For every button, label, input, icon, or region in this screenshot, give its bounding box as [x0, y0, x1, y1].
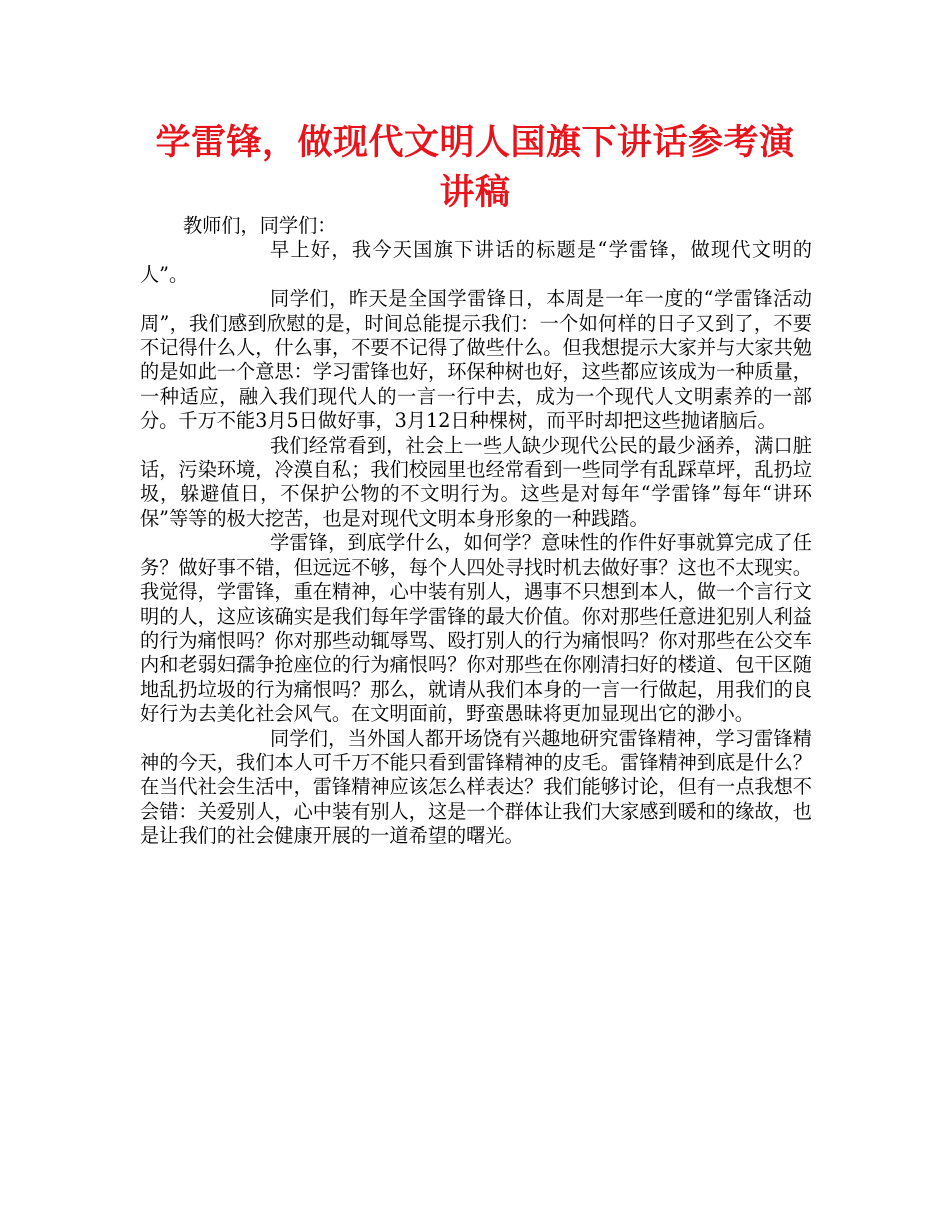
paragraph-conclusion: 同学们，当外国人都开场饶有兴趣地研究雷锋精神，学习雷锋精神的今天，我们本人可千万不能只看到雷锋精神的皮毛。雷锋精神到底是什么？在当代社会生活中，雷锋精神应该怎么样表达？我们能够讨论，但有一点我想不会错：关爱别人，心中装有别人，这是一个群体让我们大家感到暖和的缘故，也是让我们的社会健康开展的一道希望的曙光。 — [140, 726, 812, 848]
paragraph-greeting: 早上好，我今天国旗下讲话的标题是“学雷锋，做现代文明的人”。 — [140, 238, 812, 286]
salutation: 教师们，同学们： — [183, 214, 337, 237]
paragraph-how-to-learn: 学雷锋，到底学什么，如何学？意味性的作件好事就算完成了任务？做好事不错，但远远不够，每个人四处寻找时机去做好事？这也不太现实。我觉得，学雷锋，重在精神，心中装有别人，遇事不只想到本人，做一个言行文明的人，这应该确实是我们每年学雷锋的最大价值。你对那些任意进犯别人利益的行为痛恨吗？你对那些动辄辱骂、殴打别人的行为痛恨吗？你对那些在公交车内和老弱妇孺争抢座位的行为痛恨吗？你对那些在你刚清扫好的楼道、包干区随地乱扔垃圾的行为痛恨吗？那么，就请从我们本身的一言一行做起，用我们的良好行为去美化社会风气。在文明面前，野蛮愚昧将更加显现出它的渺小。 — [140, 531, 812, 726]
paragraph-lei-feng-week: 同学们，昨天是全国学雷锋日，本周是一年一度的“学雷锋活动周”，我们感到欣慰的是，时间总能提示我们：一个如何样的日子又到了，不要不记得什么人，什么事，不要不记得了做些什么。但我想提示大家并与大家共勉的是如此一个意思：学习雷锋也好，环保种树也好，这些都应该成为一种质量，一种适应，融入我们现代人的一言一行中去，成为一个现代人文明素养的一部分。千万不能3月5日做好事，3月12日种棵树，而平时却把这些抛诸脑后。 — [140, 287, 812, 433]
paragraph-uncivilized-behavior: 我们经常看到，社会上一些人缺少现代公民的最少涵养，满口脏话，污染环境，冷漠自私；我们校园里也经常看到一些同学有乱踩草坪，乱扔垃圾，躲避值日，不保护公物的不文明行为。这些是对每年“学雷锋”每年“讲环保”等等的极大挖苦，也是对现代文明本身形象的一种践踏。 — [140, 433, 812, 530]
document-body — [140, 214, 812, 849]
document-title: 学雷锋，做现代文明人国旗下讲话参考演讲稿 — [155, 123, 795, 213]
